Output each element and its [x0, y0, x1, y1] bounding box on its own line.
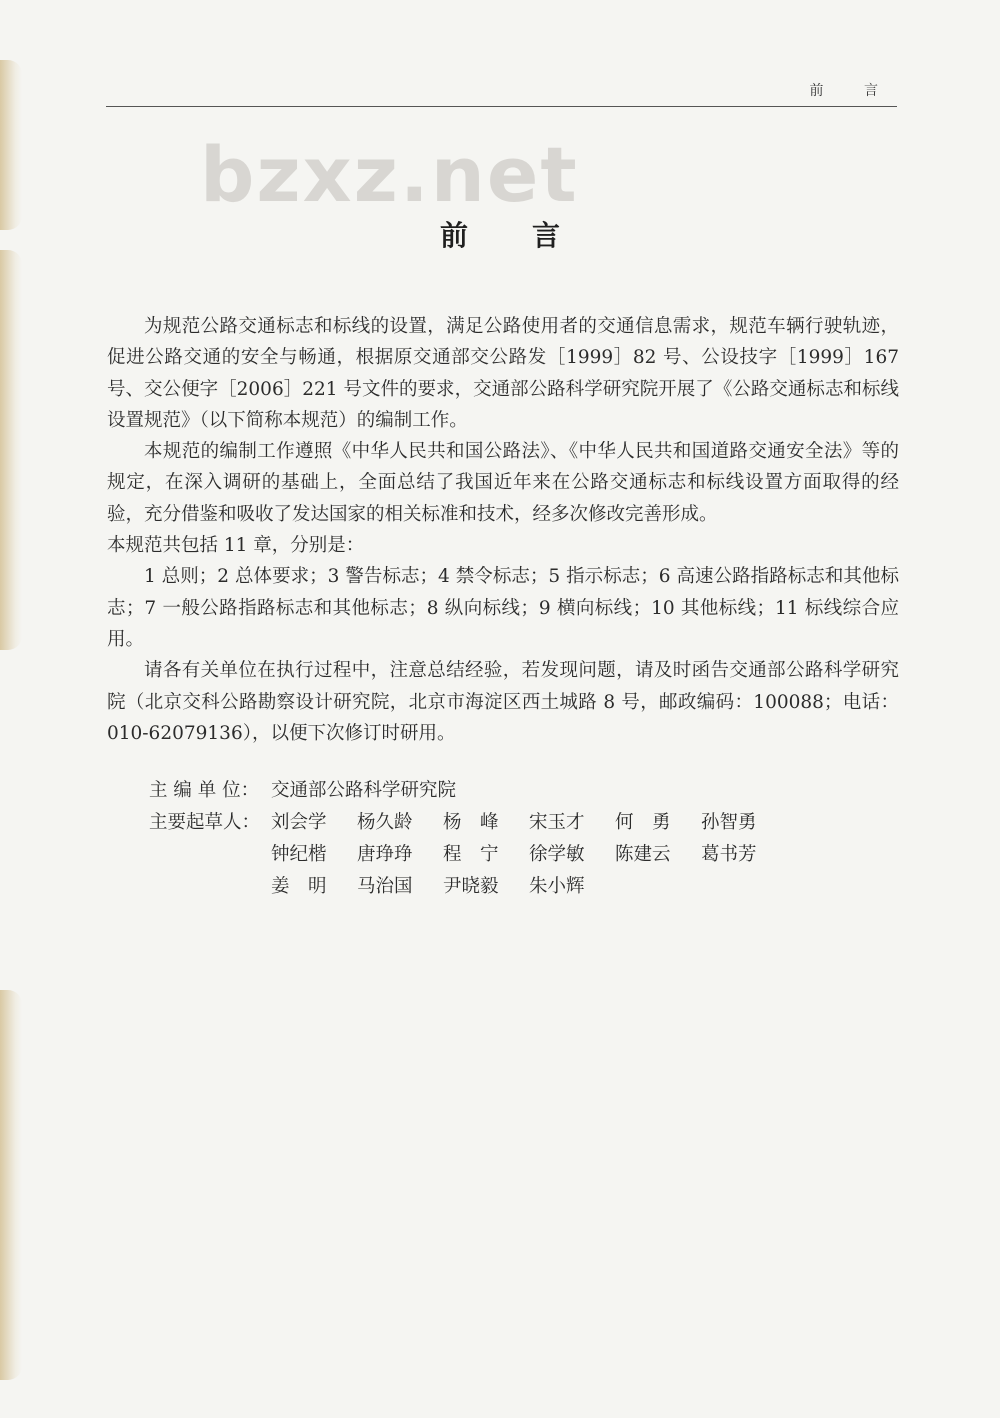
drafter-name: 陈建云 — [615, 844, 671, 865]
paragraph: 1 总则；2 总体要求；3 警告标志；4 禁令标志；5 指示标志；6 高速公路指路标志和其他标志；7 一般公路指路标志和其他标志；8 纵向标线；9 横向标线；10 其他标线；11 标线综合应用。 — [107, 566, 899, 650]
drafter-name: 唐琤琤 — [357, 844, 413, 865]
drafter-name: 杨 峰 — [443, 812, 499, 833]
drafter-name: 程 宁 — [443, 844, 499, 865]
page-edge-stain — [0, 990, 22, 1380]
drafter-name: 徐学敏 — [529, 844, 585, 865]
drafters-list — [271, 807, 791, 903]
drafter-name: 孙智勇 — [701, 812, 757, 833]
paragraph: 本规范的编制工作遵照《中华人民共和国公路法》、《中华人民共和国道路交通安全法》等的规定，在深入调研的基础上，全面总结了我国近年来在公路交通标志和标线设置方面取得的经验，充分借鉴和吸收了发达国家的相关标准和技术，经多次修改完善形成。 — [107, 441, 899, 525]
page-edge-stain — [0, 60, 22, 230]
paragraph: 本规范共包括 11 章，分别是： — [107, 535, 365, 557]
paragraph: 为规范公路交通标志和标线的设置，满足公路使用者的交通信息需求，规范车辆行驶轨迹，促进公路交通的安全与畅通，根据原交通部交公路发［1999］82 号、公设技字［1999］167 号、交公便字［2006］221 号文件的要求，交通部公路科学研究院开展了《公路交通标志和标线设置规范》（以下简称本规范）的编制工作。 — [107, 316, 899, 431]
page-edge-stain — [0, 250, 22, 650]
watermark: bzxz.net — [200, 130, 579, 219]
drafter-name: 刘会学 — [271, 812, 327, 833]
drafters-label: 主要起草人： — [149, 812, 261, 833]
drafter-name: 杨久龄 — [357, 812, 413, 833]
editor-label: 主 编 单 位： — [149, 780, 260, 801]
drafter-name: 尹晓毅 — [443, 876, 499, 897]
editor-row — [149, 775, 869, 807]
page-title: 前言 — [439, 219, 624, 252]
drafter-name: 姜 明 — [271, 876, 327, 897]
paragraph: 请各有关单位在执行过程中，注意总结经验，若发现问题，请及时函告交通部公路科学研究院（北京交科公路勘察设计研究院，北京市海淀区西土城路 8 号，邮政编码：100088；电话：010-62079136），以便下次修订时研用。 — [107, 660, 899, 744]
drafter-name: 钟纪楷 — [271, 844, 327, 865]
drafter-name: 何 勇 — [615, 812, 671, 833]
drafter-name: 宋玉才 — [529, 812, 585, 833]
credits — [149, 775, 869, 903]
editor-value: 交通部公路科学研究院 — [271, 780, 457, 801]
header-rule — [106, 106, 897, 107]
preface-body — [107, 311, 899, 749]
drafter-name: 朱小辉 — [529, 876, 585, 897]
drafter-name: 马治国 — [357, 876, 413, 897]
running-head: 前 言 — [809, 83, 896, 99]
drafters-row — [149, 807, 869, 903]
drafter-name: 葛书芳 — [701, 844, 757, 865]
